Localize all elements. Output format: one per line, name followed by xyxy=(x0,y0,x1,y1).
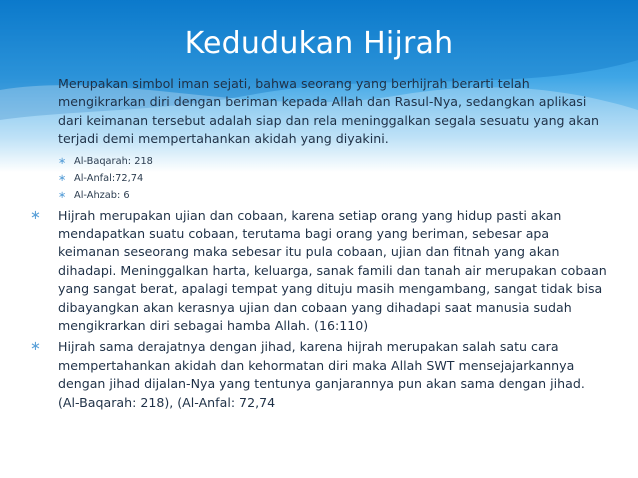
asterisk-bullet-icon: ∗ xyxy=(58,172,67,184)
bullet-point-text: Hijrah merupakan ujian dan cobaan, karena setiap orang yang hidup pasti akan mendapatkan suatu cobaan, terutama bagi orang yang beriman, sebesar apa keimanan seseorang maka sebesar itu pula cobaan, ujian dan fitnah yang akan dihadapi. Meninggalkan harta, keluarga, sanak famili dan tanah air merupakan cobaan yang sangat berat, apalagi tempat yang dituju masih mengambang, sangat tidak bisa dibayangkan akan kerasnya ujian dan cobaan yang dihadapi saat manusia sudah mengikrarkan diri sebagai hamba Allah. (16:110) xyxy=(58,207,607,334)
reference-item xyxy=(34,187,609,204)
slide-title: Kedudukan Hijrah xyxy=(184,26,454,61)
asterisk-bullet-icon: ∗ xyxy=(58,155,67,167)
intro-paragraph: Merupakan simbol iman sejati, bahwa seorang yang berhijrah berarti telah mengikrarkan diri dengan beriman kepada Allah dan Rasul-Nya, sedangkan aplikasi dari keimanan tersebut adalah siap dan rela meninggalkan segala sesuatu yang akan terjadi demi mempertahankan akidah yang diyakini. xyxy=(58,76,600,147)
bullet-point xyxy=(30,338,609,412)
reference-list xyxy=(34,153,609,204)
asterisk-bullet-icon: ∗ xyxy=(30,339,41,355)
bullet-point xyxy=(30,207,609,336)
asterisk-bullet-icon: ∗ xyxy=(30,207,41,223)
slide-content xyxy=(30,75,609,412)
reference-item xyxy=(34,170,609,187)
asterisk-bullet-icon: ∗ xyxy=(58,189,67,201)
reference-text: Al-Anfal:72,74 xyxy=(74,172,144,184)
bullet-point-text: Hijrah sama derajatnya dengan jihad, karena hijrah merupakan salah satu cara mempertahankan akidah dan kehormatan diri maka Allah SWT mensejajarkannya dengan jihad dijalan-Nya yang tentunya ganjarannya pun akan sama dengan jihad. (Al-Baqarah: 218), (Al-Anfal: 72,74 xyxy=(58,339,585,410)
reference-text: Al-Ahzab: 6 xyxy=(74,189,130,201)
reference-item xyxy=(34,153,609,170)
reference-text: Al-Baqarah: 218 xyxy=(74,155,153,167)
